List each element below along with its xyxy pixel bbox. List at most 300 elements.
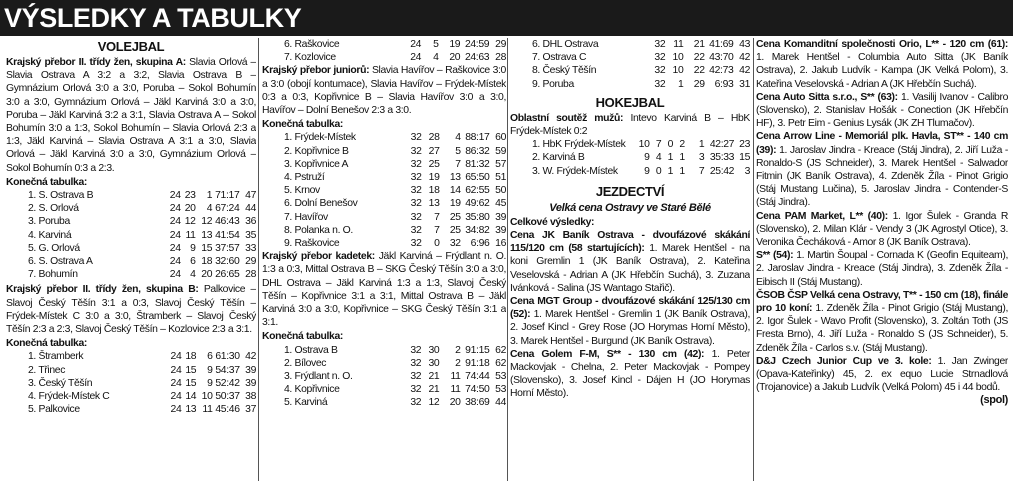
stat-cell: 21 [428, 371, 440, 383]
stat-cell: 13 [449, 172, 461, 184]
stat-cell: 18 [201, 256, 213, 268]
stat-cell: 27 [428, 145, 440, 157]
stat-cell: 1 [679, 152, 685, 164]
stat-cell: 24 [410, 52, 422, 64]
table-row [6, 268, 256, 281]
stat-cell: 60 [495, 132, 506, 144]
table-row [6, 364, 256, 377]
stat-cell: 74:44 [465, 371, 490, 383]
result-paragraph [6, 283, 256, 336]
table-row [262, 396, 506, 409]
table-row [6, 215, 256, 228]
stat-cell: 24 [170, 391, 182, 403]
result-entry [756, 355, 1008, 395]
stat-cell: 7 [698, 165, 705, 177]
event-results: 1. Zdeněk Žíla - Pinot Grigio (Stáj Mustang), 2. Igor Šulek - Wavo Profit (Slovensko), 3. Zoltán Toth (JS Fresta Brno), 4. Jiří Luža - Ronaldo S (JS Schneider), 5. Zdeněk Žíla - Carlos s.v. (Stáj Mustang). [756, 303, 1008, 354]
stat-cell: 4 [206, 203, 213, 215]
stat-cell: 39 [245, 377, 256, 389]
stat-cell: 29 [693, 78, 705, 90]
page-header [0, 0, 1013, 36]
stat-cell: 24 [170, 364, 182, 376]
stat-cell: 19 [428, 172, 440, 184]
stat-cell: 24 [169, 256, 181, 268]
team-name-cell: 2. Kopřivnice B [284, 145, 349, 157]
stat-cell: 62:55 [465, 185, 490, 197]
stat-cell: 10 [638, 139, 650, 151]
stat-cell: 35:80 [465, 211, 490, 223]
team-name-cell: 3. W. Frýdek-Místek [532, 165, 618, 177]
table-row [6, 390, 256, 403]
stat-cell: 39 [245, 364, 256, 376]
team-name-cell: 4. Frýdek-Místek C [28, 391, 110, 403]
stat-cell: 38 [245, 391, 256, 403]
event-name: Cena Arrow Line - Memoriál plk. Havla, ST** - 140 cm (39): [756, 131, 1008, 156]
event-results: 1. Peter Mackovjak - Chelna, 2. Peter Mackovjak - Pompey (Slovensko), 3. Josef Kincl - Dájen H (JO Horymas Horní Město). [510, 348, 750, 400]
event-name: D&J Czech Junior Cup ve 3. kole: [756, 355, 932, 367]
stat-cell: 32 [410, 224, 422, 236]
event-results: 1. Marek Hentšel - Columbia Auto Sitta (JK Baník Ostrava), 2. Jakub Ludvík - Kampa (JK Velká Polom), 3. Kateřina Veselovská - Adrian A (JK Hřebčín Suchá). [756, 52, 1008, 90]
table-row [6, 255, 256, 268]
stat-cell: 52:42 [215, 377, 240, 389]
stat-cell: 13 [185, 404, 197, 416]
stat-cell: 7 [455, 158, 461, 170]
table-row [262, 131, 506, 144]
stat-cell: 24:63 [464, 52, 490, 64]
table-row [262, 237, 506, 250]
team-name-cell: 2. S. Orlová [28, 203, 79, 215]
team-name-cell: 4. Kopřivnice [284, 384, 340, 396]
stat-cell: 11 [202, 404, 213, 416]
standings-table [262, 38, 506, 64]
stat-cell: 5 [433, 39, 439, 50]
stat-cell: 12 [428, 397, 440, 409]
table-label: Konečná tabulka: [262, 119, 344, 131]
stat-cell: 24 [170, 351, 182, 363]
stat-cell: 20 [449, 397, 461, 409]
stat-cell: 44 [245, 203, 256, 215]
team-name-cell: 6. Dolní Benešov [284, 198, 358, 210]
event-results: 1. Martin Šoupal - Cornada K (Geofin Equiteam), 2. Jaroslav Jindra - Kreace (Stáj Jindra), 3. Zdeněk Žíla - Eibisch II (Stáj Mustang). [756, 250, 1008, 288]
team-name-cell: 9. Raškovice [284, 238, 340, 250]
stat-cell: 14 [449, 185, 461, 197]
stat-cell: 25 [449, 224, 461, 236]
result-entry [756, 289, 1008, 355]
result-paragraph [6, 56, 256, 175]
table-row [262, 357, 506, 370]
stat-cell: 53 [495, 371, 506, 383]
result-entry [756, 130, 1008, 209]
team-name-cell: 1. Ostrava B [284, 344, 338, 356]
stat-cell: 10 [672, 65, 684, 77]
event-results: 1. Jaroslav Jindra - Kreace (Stáj Jindra), 2. Jiří Luža - Ronaldo-S (JS Schneider), 3. Marek Hentšel - Salwador Fitmin (JK Baník Ostrava), 4. Zdeněk Žíla - Pinot Grigio (Stáj Mustang Lučina), 5. Jaroslav Jindra - Contender-S (Stáj Jindra). [756, 144, 1008, 209]
stat-cell: 9 [190, 242, 196, 254]
stat-cell: 32 [410, 371, 422, 383]
stat-cell: 15 [185, 377, 197, 389]
stat-cell: 11 [450, 371, 461, 383]
team-name-cell: 1. Štramberk [28, 351, 84, 363]
stat-cell: 32 [410, 158, 422, 170]
result-paragraph [262, 64, 506, 117]
stat-cell: 26:65 [215, 269, 240, 281]
stat-cell: 10 [672, 52, 684, 64]
stat-cell: 20 [184, 203, 196, 215]
stat-cell: 1 [698, 139, 705, 151]
table-row [262, 51, 506, 64]
stat-cell: 2 [455, 357, 461, 369]
team-name-cell: 1. S. Ostrava B [28, 190, 94, 202]
table-row [6, 403, 256, 416]
table-row [510, 51, 750, 64]
column-divider [507, 38, 508, 481]
team-name-cell: 5. G. Orlová [28, 242, 80, 254]
table-label: Konečná tabulka: [262, 331, 344, 343]
stat-cell: 9 [644, 152, 650, 164]
stat-cell: 36 [245, 216, 256, 228]
table-row [510, 64, 750, 77]
column-jezdectvi-continued [756, 38, 1008, 483]
author-signature: (spol) [980, 394, 1008, 407]
stat-cell: 42:27 [709, 139, 735, 151]
results-text: Palkovice – Slavoj Český Těšín 3:1 a 0:3, Slavoj Český Těšín – Frýdek-Místek C 3:0 a 3:0, Štramberk – Slavoj Český Těšín 2:3 a 2:3, Slavoj Český Těšín – Kozlovice 2:3 a 3:1. [6, 284, 256, 336]
table-row [262, 145, 506, 158]
stat-cell: 42 [245, 351, 256, 363]
stat-cell: 35 [245, 229, 256, 241]
team-name-cell: 3. Poruba [28, 216, 70, 228]
stat-cell: 3 [744, 165, 750, 177]
stat-cell: 1 [679, 165, 685, 177]
stat-cell: 12 [184, 216, 196, 228]
stat-cell: 53 [495, 384, 506, 396]
result-paragraph [510, 112, 750, 138]
standings-table [510, 38, 750, 91]
result-entry [756, 38, 1008, 91]
table-row [262, 184, 506, 197]
stat-cell: 42:73 [709, 65, 734, 77]
stat-cell: 2 [455, 344, 461, 356]
stat-cell: 91:18 [465, 357, 490, 369]
stat-cell: 7 [434, 211, 440, 223]
standings-table [6, 189, 256, 281]
stat-cell: 30 [428, 357, 440, 369]
event-name: S** (54): [756, 250, 794, 262]
team-name-cell: 7. Ostrava C [532, 52, 587, 64]
stat-cell: 45:46 [215, 404, 240, 416]
stat-cell: 15 [739, 152, 750, 164]
competition-name: Krajský přebor juniorů: [262, 65, 370, 77]
stat-cell: 32 [410, 185, 422, 197]
stat-cell: 24 [169, 242, 181, 254]
standings-table [6, 350, 256, 416]
stat-cell: 21 [428, 384, 440, 396]
standings-table [262, 131, 506, 250]
stat-cell: 43 [739, 39, 750, 50]
stat-cell: 0 [667, 139, 674, 151]
team-name-cell: 6. DHL Ostrava [532, 39, 599, 50]
event-name: Cena Golem F-M, S** - 130 cm (42): [510, 348, 705, 360]
table-row [6, 189, 256, 202]
stat-cell: 91:15 [465, 344, 490, 356]
team-name-cell: 1. HbK Frýdek-Místek [532, 139, 626, 151]
table-row [6, 242, 256, 255]
team-name-cell: 9. Poruba [532, 78, 574, 90]
stat-cell: 32 [410, 145, 422, 157]
competition-name: Oblastní soutěž mužů: [510, 112, 624, 124]
stat-cell: 16 [495, 238, 506, 250]
event-name: Cena JK Baník Ostrava - dvoufázové skákání 115/120 cm (58 startujících): [510, 230, 750, 255]
stat-cell: 61:30 [215, 351, 240, 363]
stat-cell: 4 [190, 269, 196, 281]
team-name-cell: 3. Kopřivnice A [284, 158, 349, 170]
stat-cell: 32 [654, 78, 666, 90]
page-title: VÝSLEDKY A TABULKY [4, 3, 302, 33]
section-title-hokejbal: HOKEJBAL [595, 94, 665, 110]
stat-cell: 7 [655, 139, 662, 151]
team-name-cell: 7. Kozlovice [284, 52, 336, 64]
table-row [262, 344, 506, 357]
column-divider [258, 38, 259, 481]
team-name-cell: 5. Karviná [284, 397, 328, 409]
stat-cell: 45 [495, 198, 506, 210]
stat-cell: 81:32 [465, 158, 490, 170]
stat-cell: 9 [207, 364, 213, 376]
stat-cell: 24 [169, 229, 181, 241]
stat-cell: 62 [495, 357, 506, 369]
result-entry [756, 210, 1008, 250]
stat-cell: 47 [245, 190, 256, 202]
stat-cell: 32 [410, 238, 422, 250]
stat-cell: 67:24 [215, 203, 240, 215]
stat-cell: 50:37 [215, 391, 240, 403]
team-name-cell: 8. Český Těšín [532, 65, 597, 77]
stat-cell: 1 [677, 78, 684, 90]
event-results: 1. Vasilij Ivanov - Calibro (Slovensko), 2. Stanislav Hošák - Conection (JK Hřebčín HF), 3. Petr Eim - Genius Lysák (JK ZH Tlumačov). [756, 91, 1008, 130]
standings-table [262, 344, 506, 410]
stat-cell: 32 [410, 344, 422, 356]
stat-cell: 39 [495, 224, 506, 236]
stat-cell: 71:17 [215, 190, 240, 202]
stat-cell: 0 [434, 238, 440, 250]
table-row [262, 224, 506, 237]
team-name-cell: 2. Třinec [28, 364, 66, 376]
stat-cell: 38:69 [465, 397, 490, 409]
table-row [262, 38, 506, 51]
event-name: Cena Komanditní společnosti Orio, L** - 120 cm (61): [756, 39, 1008, 50]
stat-cell: 23 [739, 139, 750, 151]
stat-cell: 88:17 [465, 132, 490, 144]
results-text: Jäkl Karviná – Frýdlant n. O. 1:3 a 0:3, Mittal Ostrava B – SKG Český Těšín 3:0 a 3:0, DHL Ostrava – Jäkl Karviná 1:3 a 1:3, Slavoj Český Těšín – Kopřivnice 3:1 a 3:1, Mittal Ostrava B – Jäkl Karviná 3:0 a 3:0, Kopřivnice – SKG Český Těšín 3:1 a 3:1. [262, 251, 506, 329]
stat-cell: 32 [654, 52, 666, 64]
stat-cell: 41:69 [709, 39, 734, 50]
stat-cell: 32 [410, 172, 422, 184]
stat-cell: 6:96 [470, 238, 490, 250]
table-label: Konečná tabulka: [6, 176, 88, 188]
stat-cell: 59 [495, 145, 506, 157]
stat-cell: 10 [201, 391, 213, 403]
stat-cell: 30 [428, 344, 440, 356]
stat-cell: 42 [739, 65, 750, 77]
table-row [6, 202, 256, 215]
stat-cell: 43:70 [709, 52, 734, 64]
stat-cell: 74:50 [465, 384, 490, 396]
stat-cell: 20 [201, 269, 213, 281]
stat-cell: 62 [495, 344, 506, 356]
team-name-cell: 5. Krnov [284, 185, 320, 197]
result-entry [510, 348, 750, 401]
stat-cell: 4 [655, 152, 662, 164]
stat-cell: 32 [410, 211, 422, 223]
column-volejbal-continued [262, 38, 506, 483]
stat-cell: 12 [201, 216, 213, 228]
team-name-cell: 3. Frýdlant n. O. [284, 371, 353, 383]
stat-cell: 24 [410, 39, 422, 50]
stat-cell: 22 [693, 52, 705, 64]
stat-cell: 32 [410, 357, 422, 369]
stat-cell: 33 [245, 242, 256, 254]
stat-cell: 50 [495, 185, 506, 197]
stat-cell: 15 [201, 242, 213, 254]
table-row [262, 158, 506, 171]
stat-cell: 28 [428, 132, 440, 144]
team-name-cell: 6. S. Ostrava A [28, 256, 93, 268]
team-name-cell: 4. Pstruží [284, 172, 325, 184]
stat-cell: 18 [185, 351, 197, 363]
table-row [262, 370, 506, 383]
team-name-cell: 8. Polanka n. O. [284, 224, 353, 236]
stat-cell: 32 [654, 39, 666, 50]
stat-cell: 24 [169, 269, 181, 281]
stat-cell: 11 [450, 384, 461, 396]
stat-cell: 29 [495, 39, 506, 50]
stat-cell: 41:54 [215, 229, 240, 241]
stat-cell: 65:50 [465, 172, 490, 184]
stat-cell: 28 [245, 269, 256, 281]
table-row [510, 165, 750, 178]
team-name-cell: 7. Havířov [284, 211, 328, 223]
stat-cell: 24 [170, 377, 182, 389]
stat-cell: 32 [654, 65, 666, 77]
stat-cell: 44 [495, 397, 506, 409]
team-name-cell: 7. Bohumín [28, 269, 78, 281]
stat-cell: 1 [206, 190, 213, 202]
stat-cell: 31 [739, 78, 750, 90]
stat-cell: 11 [673, 39, 684, 50]
stat-cell: 32 [410, 397, 422, 409]
stat-cell: 25:42 [709, 165, 735, 177]
stat-cell: 18 [428, 185, 440, 197]
competition-name: Krajský přebor kadetek: [262, 251, 375, 263]
table-row [262, 383, 506, 396]
table-row [6, 229, 256, 242]
table-row [510, 151, 750, 164]
event-name: Cena Auto Sitta s.r.o., S** (63): [756, 91, 898, 103]
team-name-cell: 4. Karviná [28, 229, 72, 241]
column-volejbal [6, 38, 256, 483]
stat-cell: 11 [185, 229, 196, 241]
stat-cell: 4 [455, 132, 461, 144]
table-row [262, 171, 506, 184]
stat-cell: 24 [169, 203, 181, 215]
standings-table [510, 138, 750, 178]
stat-cell: 37:57 [215, 242, 240, 254]
team-name-cell: 2. Bílovec [284, 357, 327, 369]
stat-cell: 3 [698, 152, 705, 164]
stat-cell: 13 [428, 198, 440, 210]
event-results: 1. Jan Zwinger (Opava-Kateřinky) 45, 2. ex equo Lucie Strnadlová (Trojanovice) a Jakub Ludvík (Velká Polom) 45 i 44 bodů. [756, 355, 1008, 394]
column-divider [753, 38, 754, 481]
result-entry [510, 295, 750, 348]
stat-cell: 57 [495, 158, 506, 170]
stat-cell: 34:82 [465, 224, 490, 236]
stat-cell: 9 [207, 377, 213, 389]
table-row [510, 38, 750, 51]
table-row [510, 138, 750, 151]
table-label: Konečná tabulka: [6, 338, 88, 350]
stat-cell: 32 [410, 132, 422, 144]
table-row [6, 377, 256, 390]
stat-cell: 32:60 [215, 256, 240, 268]
table-row [262, 197, 506, 210]
results-label: Celkové výsledky: [510, 216, 595, 228]
table-row [262, 211, 506, 224]
stat-cell: 6 [190, 256, 196, 268]
event-results: 1. Marek Hentšel - Gremlin 1 (JK Baník Ostrava), 2. Josef Kincl - Grey Rose (JO Horymas Horní Město), 3. Marek Hentšel - Burgund (JK Baník Ostrava). [510, 309, 750, 347]
stat-cell: 19 [449, 39, 461, 50]
team-name-cell: 6. Raškovice [284, 39, 340, 50]
event-subtitle: Velká cena Ostravy ve Staré Bělé [549, 201, 711, 214]
stat-cell: 1 [667, 165, 674, 177]
event-name: Cena MGT Group - dvoufázové skákání 125/130 cm (52): [510, 296, 750, 321]
stat-cell: 51 [495, 172, 506, 184]
team-name-cell: 3. Český Těšín [28, 377, 93, 389]
stat-cell: 32 [449, 238, 461, 250]
result-entry [756, 91, 1008, 131]
stat-cell: 21 [693, 39, 705, 50]
stat-cell: 24 [170, 404, 182, 416]
stat-cell: 1 [667, 152, 674, 164]
stat-cell: 23 [184, 190, 196, 202]
results-text: Slavia Orlová – Slavia Ostrava A 3:2 a 3:2, Slavia Ostrava B – Gymnázium Orlová 3:0 a 3:0, Poruba – Sokol Bohumín 3:0 a 3:0, Gymnázium Orlová – Jäkl Karviná 3:0 a 3:0, Poruba – Jäkl Karviná 3:2 a 3:1, Slavia Ostrava A – Sokol Bohumín 3:0 a 1:3, Sokol Bohumín – Slavia Orlová 2:3 a 1:3, Jäkl Karviná – Slavia Ostrava A 3:1 a 3:0, Slavia Orlová – Jäkl Karviná 3:0 a 3:0, Gymnázium Orlová – Sokol Bohumín 0:3 a 2:3. [6, 57, 256, 174]
section-title-volejbal: VOLEJBAL [97, 39, 165, 54]
stat-cell: 6 [207, 351, 213, 363]
event-results: 1. Igor Šulek - Granda R (Slovensko), 2. Milan Klár - Vendy 3 (JK Agrostyl Otice), 3. Veronika Čecháková - Amor 8 (JK Baník Ostrava). [756, 210, 1008, 249]
stat-cell: 86:32 [465, 145, 490, 157]
stat-cell: 24 [169, 216, 181, 228]
event-name: Cena PAM Market, L** (40): [756, 210, 888, 222]
results-list [756, 38, 1008, 394]
stat-cell: 13 [201, 229, 213, 241]
stat-cell: 37 [245, 404, 256, 416]
stat-cell: 25 [449, 211, 461, 223]
stat-cell: 6:93 [714, 78, 734, 90]
team-name-cell: 2. Karviná B [532, 152, 585, 164]
stat-cell: 32 [410, 384, 422, 396]
stat-cell: 14 [185, 391, 197, 403]
stat-cell: 42 [739, 52, 750, 64]
result-entry [756, 249, 1008, 289]
competition-name: Krajský přebor II. třídy žen, skupina A: [6, 57, 186, 68]
results-text: Slavia Havířov – Raškovice 3:0 a 3:0 (obojí kontumace), Slavia Havířov – Frýdek-Místek 0:3 a 0:3, Kopřivnice B – Slavia Havířov 3:0 a 3:0, Havířov – Dolní Benešov 2:3 a 3:0. [262, 65, 506, 117]
stat-cell: 28 [495, 52, 506, 64]
stat-cell: 7 [434, 224, 440, 236]
stat-cell: 29 [245, 256, 256, 268]
event-results: 1. Marek Hentšel - na koni Gremlin 1 (JK Baník Ostrava), 2. Kateřina Veselovská - Adrian A (JK Hřebčín Suchá), 3. Zuzana Ivánková - Salina (JS Wantago Stařič). [510, 243, 750, 294]
stat-cell: 46:43 [215, 216, 240, 228]
stat-cell: 2 [679, 139, 685, 151]
event-name: ČSOB ČSP Velká cena Ostravy, T** - 150 cm (18), finále pro 10 koní: [756, 289, 1008, 315]
team-name-cell: 5. Palkovice [28, 404, 80, 416]
competition-name: Krajský přebor II. třídy žen, skupina B: [6, 284, 199, 296]
stat-cell: 39 [495, 211, 506, 223]
